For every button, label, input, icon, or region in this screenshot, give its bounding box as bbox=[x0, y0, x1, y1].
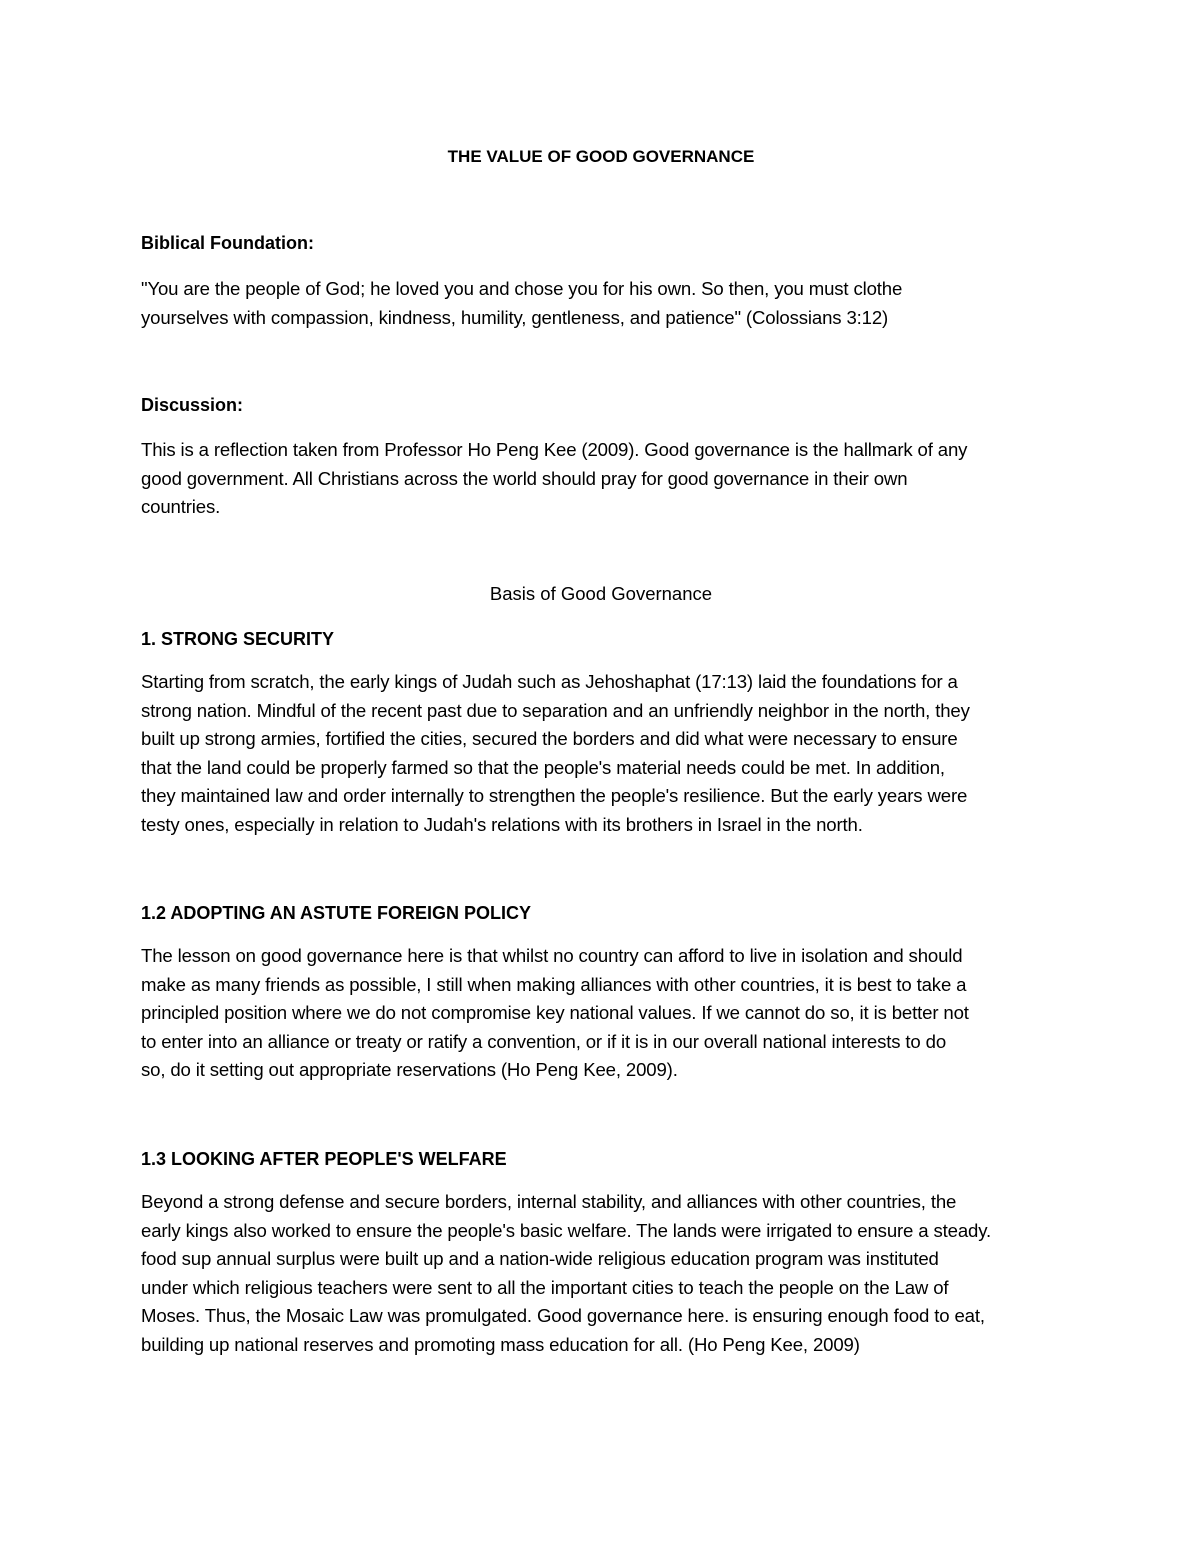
paragraph-line: built up strong armies, fortified the cities, secured the borders and did what were necessary to ensure bbox=[141, 728, 958, 749]
section-heading-foreign-policy: 1.2 ADOPTING AN ASTUTE FOREIGN POLICY bbox=[141, 903, 532, 923]
paragraph-line: yourselves with compassion, kindness, humility, gentleness, and patience" (Colossians 3:12) bbox=[141, 306, 889, 328]
paragraph-line: so, do it setting out appropriate reservations (Ho Peng Kee, 2009). bbox=[141, 1059, 678, 1080]
paragraph-line: countries. bbox=[141, 496, 221, 517]
paragraph-line: good government. All Christians across the world should pray for good governance in their own bbox=[141, 467, 908, 489]
paragraph-line: to enter into an alliance or treaty or ratify a convention, or if it is in our overall national interests to do bbox=[141, 1030, 947, 1052]
paragraph-line: that the land could be properly farmed so that the people's material needs could be met. In addition, bbox=[141, 756, 945, 778]
paragraph-line: Starting from scratch, the early kings of Judah such as Jehoshaphat (17:13) laid the foundations for a bbox=[141, 671, 958, 692]
biblical-foundation-heading: Biblical Foundation: bbox=[141, 233, 314, 253]
paragraph-line: they maintained law and order internally to strengthen the people's resilience. But the early years were bbox=[141, 785, 968, 806]
section-paragraph-foreign-policy bbox=[141, 942, 1061, 1085]
basis-heading: Basis of Good Governance bbox=[489, 583, 713, 604]
paragraph-line: principled position where we do not compromise key national values. If we cannot do so, it is better not bbox=[141, 1002, 969, 1023]
section-heading-peoples-welfare: 1.3 LOOKING AFTER PEOPLE'S WELFARE bbox=[141, 1149, 507, 1169]
paragraph-line: testy ones, especially in relation to Judah's relations with its brothers in Israel in the north. bbox=[141, 813, 863, 835]
paragraph-line: make as many friends as possible, I still when making alliances with other countries, it is best to take a bbox=[141, 973, 967, 995]
biblical-foundation-paragraph bbox=[141, 275, 1061, 332]
paragraph-line: Beyond a strong defense and secure borders, internal stability, and alliances with other countries, the bbox=[141, 1191, 957, 1212]
paragraph-line: Moses. Thus, the Mosaic Law was promulgated. Good governance here. is ensuring enough food to eat, bbox=[141, 1305, 985, 1326]
section-paragraph-strong-security bbox=[141, 668, 1061, 839]
discussion-heading: Discussion: bbox=[141, 395, 244, 415]
paragraph-line: food sup annual surplus were built up and a nation-wide religious education program was instituted bbox=[141, 1248, 939, 1269]
paragraph-line: This is a reflection taken from Professor Ho Peng Kee (2009). Good governance is the hallmark of any bbox=[141, 439, 968, 460]
paragraph-line: "You are the people of God; he loved you and chose you for his own. So then, you must clothe bbox=[141, 278, 903, 299]
section-heading-strong-security: 1. STRONG SECURITY bbox=[141, 629, 335, 649]
paragraph-line: under which religious teachers were sent to all the important cities to teach the people on the Law of bbox=[141, 1276, 949, 1298]
discussion-paragraph bbox=[141, 436, 1061, 522]
document-title: THE VALUE OF GOOD GOVERNANCE bbox=[447, 147, 755, 166]
paragraph-line: The lesson on good governance here is that whilst no country can afford to live in isolation and should bbox=[141, 945, 963, 966]
section-paragraph-peoples-welfare bbox=[141, 1188, 1061, 1359]
paragraph-line: early kings also worked to ensure the people's basic welfare. The lands were irrigated to ensure a steady. bbox=[141, 1219, 991, 1241]
paragraph-line: building up national reserves and promoting mass education for all. (Ho Peng Kee, 2009) bbox=[141, 1333, 860, 1355]
paragraph-line: strong nation. Mindful of the recent past due to separation and an unfriendly neighbor in the north, they bbox=[141, 699, 970, 721]
